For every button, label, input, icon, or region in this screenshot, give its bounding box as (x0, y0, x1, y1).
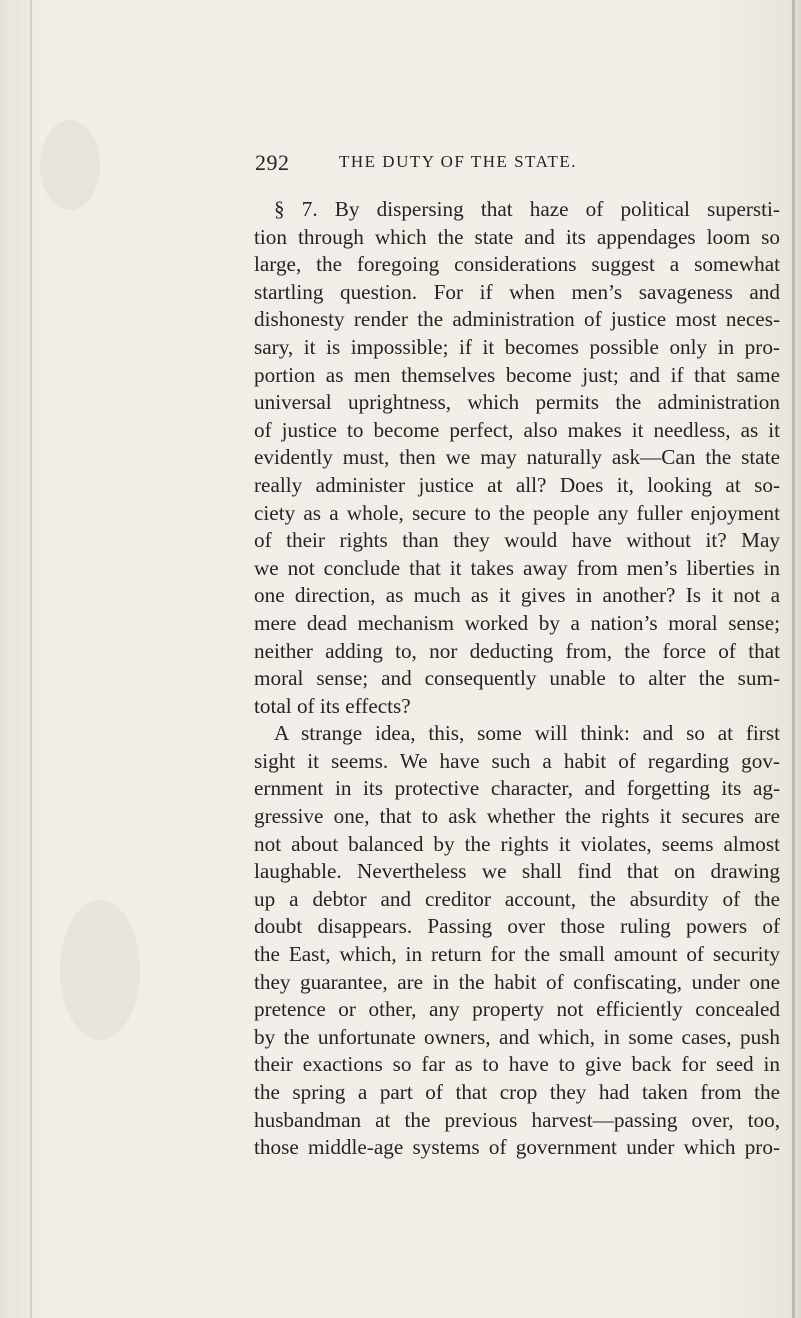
text-line: gressive one, that to ask whether the rights it secures are (254, 804, 780, 829)
text-line: pretence or other, any property not efficiently concealed (254, 997, 780, 1022)
text-line: by the unfortunate owners, and which, in some cases, push (254, 1024, 780, 1049)
page-gutter-shadow (30, 0, 32, 1318)
text-line: portion as men themselves become just; and if that same (254, 362, 780, 387)
text-line: A strange idea, this, some will think: and so at first (274, 721, 780, 746)
page-edge-shadow (792, 0, 795, 1318)
text-line: doubt disappears. Passing over those ruling powers of (254, 914, 780, 939)
text-line: of justice to become perfect, also makes it needless, as it (254, 417, 780, 442)
text-line: mere dead mechanism worked by a nation’s moral sense; (254, 610, 780, 635)
text-line: § 7. By dispersing that haze of political supersti- (274, 197, 780, 221)
text-line: of their rights than they would have without it? May (254, 528, 780, 553)
running-title: THE DUTY OF THE STATE. (339, 152, 577, 171)
text-line: up a debtor and creditor account, the absurdity of the (254, 886, 780, 911)
text-line: universal uprightness, which permits the administration (254, 390, 780, 415)
text-line: those middle-age systems of government under which pro- (254, 1135, 780, 1160)
text-line: ernment in its protective character, and forgetting its ag- (254, 776, 780, 801)
text-line: ciety as a whole, secure to the people any fuller enjoyment (254, 500, 780, 525)
text-line: sary, it is impossible; if it becomes possible only in pro- (254, 334, 780, 359)
text-line: large, the foregoing considerations suggest a somewhat (254, 252, 780, 277)
paper-stain (40, 120, 100, 210)
paper-stain (60, 900, 140, 1040)
running-head (255, 150, 685, 182)
text-line: moral sense; and consequently unable to alter the sum- (254, 666, 780, 691)
text-line: they guarantee, are in the habit of confiscating, under one (254, 969, 780, 994)
text-line: one direction, as much as it gives in another? Is it not a (254, 583, 780, 608)
text-line: not about balanced by the rights it violates, seems almost (254, 831, 780, 856)
body-text (254, 196, 780, 1162)
text-line: sight it seems. We have such a habit of regarding gov- (254, 748, 780, 773)
text-line: the spring a part of that crop they had taken from the (254, 1080, 780, 1104)
text-line: we not conclude that it takes away from men’s liberties in (254, 555, 780, 580)
text-line: really administer justice at all? Does it, looking at so- (254, 472, 780, 497)
text-line: neither adding to, nor deducting from, the force of that (254, 638, 780, 663)
text-line: total of its effects? (254, 693, 411, 718)
text-line: husbandman at the previous harvest—passing over, too, (254, 1107, 780, 1132)
text-line: the East, which, in return for the small amount of security (254, 942, 780, 967)
text-line: evidently must, then we may naturally ask—Can the state (254, 445, 780, 470)
text-line: tion through which the state and its appendages loom so (254, 224, 780, 249)
page-number: 292 (255, 150, 290, 175)
text-line: startling question. For if when men’s savageness and (254, 279, 780, 304)
text-line: dishonesty render the administration of justice most neces- (254, 307, 780, 332)
text-line: their exactions so far as to have to give back for seed in (254, 1052, 780, 1077)
text-line: laughable. Nevertheless we shall find that on drawing (254, 859, 780, 884)
